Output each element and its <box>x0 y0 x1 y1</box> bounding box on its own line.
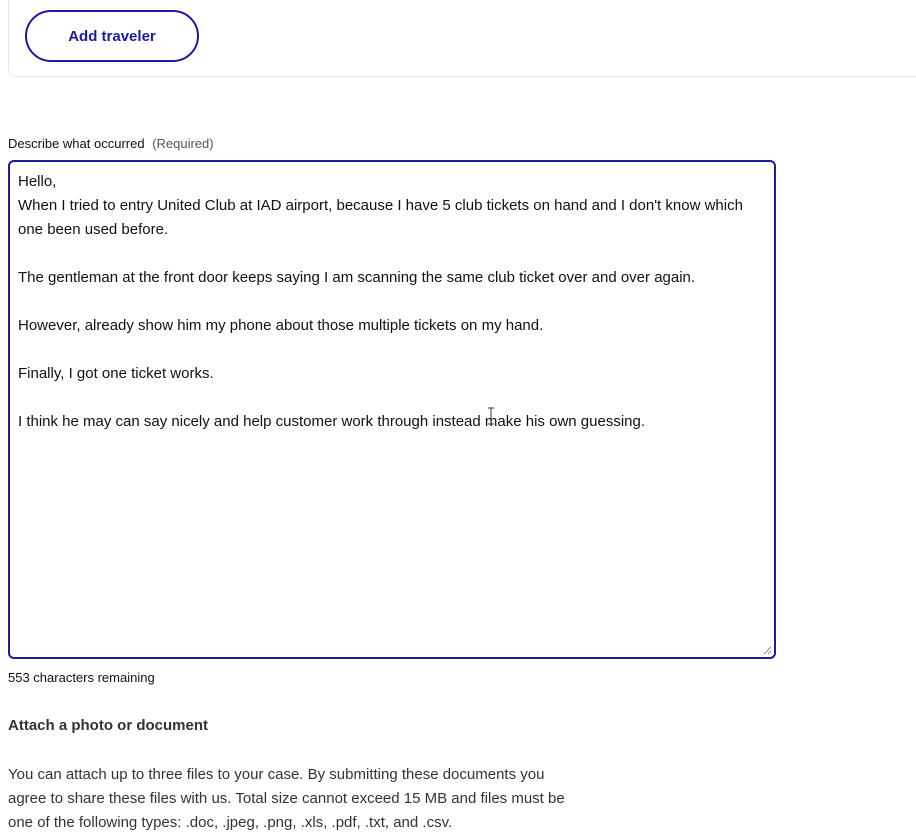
attach-description: You can attach up to three files to your case. By submitting these documents you agree to share these files with us. Total size cannot exceed 15 MB and files must be one of the following types: .doc, .jpeg, .png, .xls, .pdf, .txt, and .csv. <box>8 766 565 831</box>
resize-grip-icon[interactable] <box>762 645 772 655</box>
required-tag: (Required) <box>152 136 214 151</box>
add-traveler-button[interactable]: Add traveler <box>25 10 199 62</box>
description-text[interactable]: Hello, When I tried to entry United Club at IAD airport, because I have 5 club tickets on hand and I don't know which one been used before. The gentleman at the front door keeps saying I am scanning the same club ticket over and over again. However, already show him my phone about those multiple tickets on my hand. Finally, I got one ticket works. I think he may can say nicely and help customer work through instead make his own guessing. <box>18 173 743 430</box>
description-label-text: Describe what occurred <box>8 136 145 151</box>
description-label <box>8 136 214 151</box>
description-textarea[interactable] <box>8 160 776 659</box>
text-cursor-icon <box>487 407 495 425</box>
characters-remaining: 553 characters remaining <box>8 670 155 685</box>
attach-heading: Attach a photo or document <box>8 717 208 734</box>
